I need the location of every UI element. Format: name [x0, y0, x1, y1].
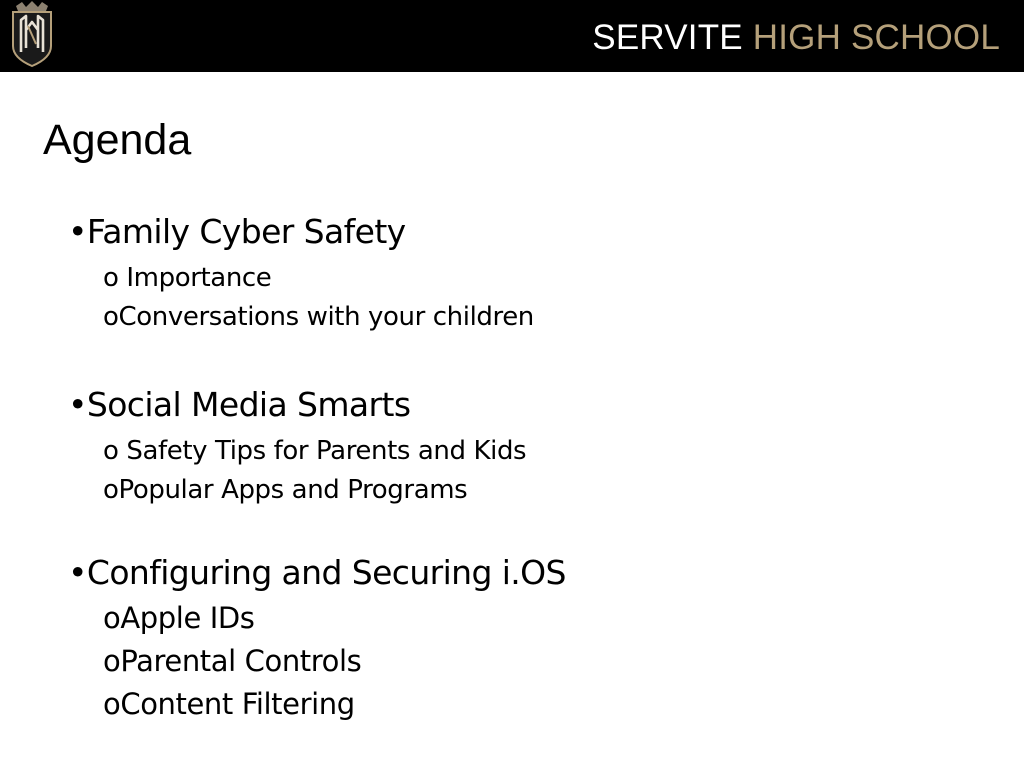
agenda-subitem-label: Popular Apps and Programs — [118, 475, 468, 505]
sub-marker: o — [103, 601, 121, 635]
agenda-subitem — [103, 263, 271, 293]
agenda-section-3 — [68, 553, 566, 592]
agenda-subitem-label: Parental Controls — [120, 644, 362, 678]
school-name-part1: SERVITE — [592, 18, 743, 57]
sub-marker: o — [103, 475, 119, 505]
agenda-section-heading: Configuring and Securing i.OS — [86, 553, 566, 592]
agenda-subitem — [103, 687, 355, 721]
agenda-subitem-label: Content Filtering — [120, 687, 355, 721]
agenda-section-1 — [68, 212, 406, 251]
agenda-subitem-label: Conversations with your children — [118, 302, 534, 332]
school-name-part2: HIGH SCHOOL — [752, 18, 1000, 57]
agenda-subitem-label: Safety Tips for Parents and Kids — [126, 436, 527, 466]
agenda-section-heading: Social Media Smarts — [86, 385, 411, 424]
slide-title: Agenda — [43, 116, 192, 164]
bullet-marker: • — [68, 212, 87, 251]
agenda-subitem — [103, 601, 255, 635]
sub-marker: o — [103, 263, 119, 293]
agenda-subitem — [103, 475, 467, 505]
sub-marker: o — [103, 644, 121, 678]
sub-marker: o — [103, 436, 119, 466]
agenda-subitem-label: Importance — [126, 263, 272, 293]
agenda-subitem — [103, 436, 526, 466]
agenda-subitem — [103, 302, 534, 332]
bullet-marker: • — [68, 553, 87, 592]
sub-marker: o — [103, 302, 119, 332]
sub-marker: o — [103, 687, 121, 721]
agenda-section-2 — [68, 385, 410, 424]
agenda-section-heading: Family Cyber Safety — [86, 212, 406, 251]
bullet-marker: • — [68, 385, 87, 424]
agenda-subitem — [103, 644, 361, 678]
agenda-subitem-label: Apple IDs — [120, 601, 255, 635]
